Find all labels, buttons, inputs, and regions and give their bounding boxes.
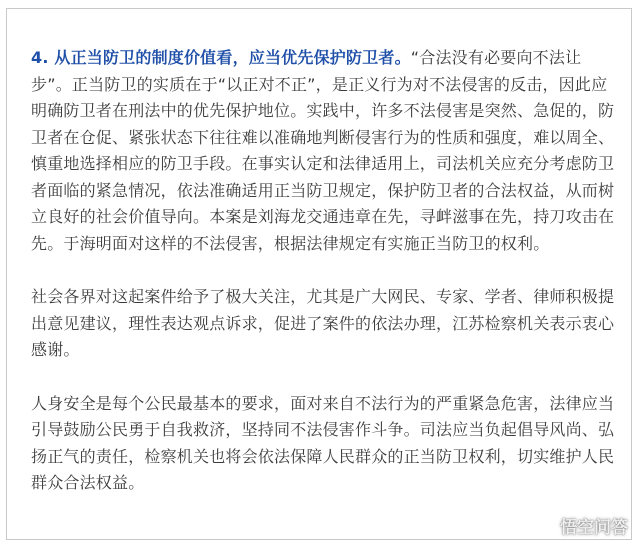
paragraph-2: 社会各界对这起案件给予了极大关注，尤其是广大网民、专家、学者、律师积极提出意见建议，理性表达观点诉求，促进了案件的依法办理，江苏检察机关表示衷心感谢。 [31, 287, 615, 359]
watermark [528, 512, 628, 538]
section-heading: 4. 从正当防卫的制度价值看，应当优先保护防卫者。 [31, 48, 411, 67]
article-frame [6, 8, 632, 540]
chat-bubble-icon [528, 512, 554, 538]
article-body [31, 45, 619, 497]
paragraph-1 [31, 45, 619, 257]
paragraph-3: 人身安全是每个公民最基本的要求，面对来自不法行为的严重紧急危害，法律应当引导鼓励公民勇于自我救济，坚持同不法侵害作斗争。司法应当负起倡导风尚、弘扬正气的责任，检察机关也将会依法保障人民群众的正当防卫权利，切实维护人民群众合法权益。 [31, 393, 615, 492]
paragraph-gap [31, 257, 619, 284]
paragraph-1-text: “合法没有必要向不法让步”。正当防卫的实质在于“以正对不正”，是正义行为对不法侵害的反击，因此应明确防卫者在刑法中的优先保护地位。实践中，许多不法侵害是突然、急促的，防卫者在仓促、紧张状态下往往难以准确地判断侵害行为的性质和强度，难以周全、慎重地选择相应的防卫手段。在事实认定和法律适用上，司法机关应充分考虑防卫者面临的紧急情况，依法准确适用正当防卫规定，保护防卫者的合法权益，从而树立良好的社会价值导向。本案是刘海龙交通违章在先，寻衅滋事在先，持刀攻击在先。于海明面对这样的不法侵害，根据法律规定有实施正当防卫的权利。 [31, 48, 615, 253]
watermark-text: 悟空问答 [560, 517, 628, 538]
paragraph-gap [31, 364, 619, 391]
